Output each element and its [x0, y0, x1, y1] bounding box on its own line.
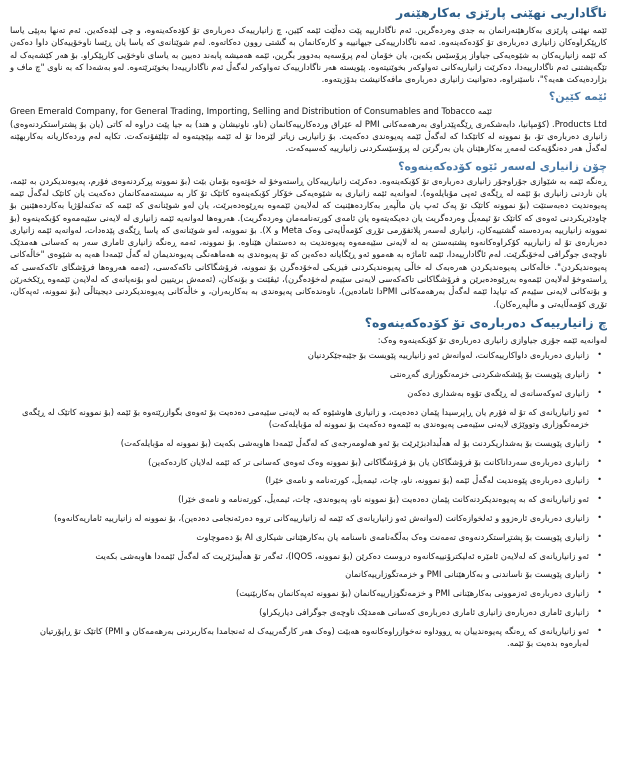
bullet-icon: •: [597, 531, 602, 541]
bullet-icon: •: [597, 475, 602, 485]
list-item: [10, 349, 602, 361]
what-we-collect-intro: لەوانەیە ئێمە جۆری جیاوازی زانیاری دەربارەی تۆ کۆبکەینەوە وەک:: [377, 334, 607, 345]
list-item-text: ئەو زانیاریانەی کە ڕەنگە پەیوەندییان بە ڕووداوە نەخوازراوەکانەوە هەبێت (وەک هەر کارگەرییەک لە ئەنجامدا بەکاربردنی بەرهەمەکان و PMI) کاتێک تۆ ڕاپۆرتیان لەبارەوە بدەیت بۆ ئێمە.: [39, 625, 589, 648]
list-item: [10, 606, 602, 618]
bullet-icon: •: [597, 550, 602, 560]
list-item: [10, 387, 602, 399]
bullet-icon: •: [597, 350, 602, 360]
bullet-icon: •: [597, 512, 602, 522]
list-item-text: زانیاری پێویست بۆ بەشداریکردنت بۆ لە هەڵبدادبژێرێت بۆ ئەو هەلومەرجەی کە لەگەڵ ئێمەدا هاوبەشی بکەیت (بۆ نموونە لە مۆبایلەکەت): [120, 437, 589, 448]
list-item: [10, 368, 602, 380]
list-item-text: زانیاری دەربارەی سەرداناکانت بۆ فرۆشگاکان یان بۆ فرۆشگاکانی (بۆ نموونە وەک ئەوەی کەسانی تر کە ئێمە لەلایان کاردەکەین): [148, 456, 589, 467]
list-item-text: زانیاری دەربارەی ئەزموونی بەکارهێنانی PMI و خزمەتگوزارییەکانمان (بۆ نموونە ئەپەکانمان بەکاربێنیت): [236, 588, 589, 599]
section-title-who-we-are: ئێمە کێین؟: [548, 90, 607, 104]
bullet-icon: •: [597, 456, 602, 466]
bullet-icon: •: [597, 606, 602, 616]
list-item: [10, 568, 602, 580]
list-item-text: زانیاری پێویست بۆ پێشکەشکردنی خزمەتگوزاری گەڕەنتی: [389, 369, 589, 380]
bullet-icon: •: [597, 588, 602, 598]
list-item: [10, 474, 602, 486]
bullet-icon: •: [597, 387, 602, 397]
list-item: [10, 531, 602, 543]
bullet-icon: •: [597, 406, 602, 416]
section-title-privacy-notice: ناگاداریی نهێنی پارێزی بەکارهێنەر: [395, 5, 607, 20]
bullet-icon: •: [597, 569, 602, 579]
list-item-text: زانیاری ئەوکەسانەی لە ڕێگەی تۆوە بەشداری دەکەن: [407, 387, 589, 398]
list-item-text: ئەو زانیاریانەی کە بە پەیوەندیکردنەکانت پێمان دەدەیت (بۆ نموونە ناو، پەیوەندی، چات، ئیمەیڵ، کورتەنامە و نامەی خێرا): [178, 494, 589, 505]
list-item: [10, 587, 602, 599]
list-item: [10, 550, 602, 562]
list-item-text: زانیاری دەربارەی پێوەندیت لەگەڵ ئێمە (بۆ نموونە، ناو، چات، ئیمەیڵ، کورتەنامە و نامەی خێرا): [265, 475, 589, 486]
list-item: [10, 512, 602, 524]
list-item-text: زانیاری پێویست بۆ پشتڕاستکردنەوەی تەمەنت وەک بەڵگەنامەی ناسنامە یان بەکارهێنانی شیکاری AI بۆ دەموچاوت: [196, 531, 589, 542]
bullet-icon: •: [597, 625, 602, 635]
bullet-icon: •: [597, 494, 602, 504]
list-item: [10, 625, 602, 650]
how-we-collect-body: ڕەنگە ئێمە بە شێوازی جۆراوجۆر زانیاری دەربارەی تۆ کۆبکەینەوە. دەکرێت زانیارییەکان ڕاستەوخۆ لە خۆتەوە بۆمان بێت (بۆ نموونە پڕکردنەوەی فۆرم، پەیوەندیکردن بە ئێمە، یان ناردنی زانیاری بۆ ئێمە لە ڕێگەی ئەپی مۆبایلەوە). لەوانەیە ئێمە زانیاری بە شێوەیەکی خۆکار کۆبکەینەوە کاتێک تۆ کار بە سیستەمەکانمان دەکەیت یان کاتێک لەگەڵ ئێمە پەیوەندیت دەبەستێت (بۆ نموونە کاتێک تۆ پەک ئەپ یان ماڵپەڕ بەکاردەهێنیت کە لەلایەن ئێمەوە بەڕێوەدەبرێت، یان لەو شوێنانەی کە ئێمە کە تەکنەلۆژیا بەکاردەهێنین بۆ چاودێریکردنی ئەوەی کە کاتێک تۆ ئیمەیڵ وەردەگریت یان دەیکەیتەوە یان ئامەی کورتەنامەمان وەردەگریت). هەروەها لەوانەیە ئێمە زانیاری لە لایەنی سێیەمەوە کۆبکەینەوە (بۆ نموونە زانیارییە بەردەستە گشتییەکان، زانیاری لەسەر پلاتفۆرمی تۆڕی کۆمەڵایەتی وەک Meta و X). بۆ نموونە، لەو شوێنانەی کە یاسا ڕێگەی پێدەدات، لەوانەیە ئێمە زانیاری دەربارەی تۆ لە زانیارییە کۆکراوەکانەوە پشتبەستن بە لە لایەنی سێیەمەوە پەیوەندیت بە دەستمان هێناوە. بۆ نموونە، ئەمە ڕەنگە زانیاری ئاماری سەر بە کەسانی هەمدێک ناوچەی جوگرافی لەخۆبگرێت. لەم ئاگادارییەدا، ئێمە ئاماژە بە هەموو ئەو ڕێگایانە دەکەین کە تۆ پەیوەندی بە هەماهەنگی پەیوەندیمان لە گەڵ ئێمەدا هەیە بە شێوەی "خاڵەکانی پەیوەندیکردن". خاڵەکانی پەیوەندیکردن هەرەبەک لە خاڵی پەیوەندیکردنی فیزیکی لەخۆدەگرن بۆ نموونە، فرۆشگاکانی تاکەکەسی، (ئەمە هەروەها فرۆشگای تاکەکەسی کە ڕاستەوخۆ لەلایەن ئێمەوە بەڕێوەدەبرێن و فرۆشگاکانی تاکەکەسی لایەنی سێیەم لەخۆدەگرن)، ئیڤێنت و بۆنەکان، (ئەمەش بریتیین لەو بۆنەیانەی کە لەلایەن ئێمەوە ڕێکخەرێن و بۆنەکانی لایەنی سێیەم کە تیایدا ئێمە لەگەڵ بەرهەمەکانی PMIدا ئامادەین)، ناوەندەکانی پەیوەندی بە بەکاربەران، و خاڵەکانی پەیوەندیکردنی دیجیتاڵی (بۆ نموونە، ئەپەکان، تۆڕی کۆمەڵایەتی و ماڵپەڕەکان).: [10, 175, 607, 309]
list-item: [10, 406, 602, 431]
company-name-line: [10, 105, 607, 117]
list-item-text: ئەو زانیاریانەی کە لەلایەن ئامێرە ئەلیکترۆنییەکانەوە دروست دەکرێن (بۆ نموونە، IQOS)، ئەگەر تۆ هەڵیبژێریت کە لەگەڵ ئێمەدا هاوبەشی بکەیت: [95, 550, 589, 561]
list-item: [10, 493, 602, 505]
section-title-what-we-collect: چ زانیارییەک دەربارەی تۆ کۆدەکەینەوە؟: [364, 314, 607, 330]
company-name-prefix: ئێمە: [477, 106, 493, 117]
bullet-icon: •: [597, 369, 602, 379]
list-item-text: زانیاری پێویست بۆ ناساندنی و بەکارهێنانی PMI و خزمەتگوزارییەکانمان: [345, 569, 589, 580]
privacy-notice-body: ئێمە نهێنی پارێزی بەکارهێنەرانمان بە جدی وەردەگرین. ئەم ناگادارییە پێت دەڵێت ئێمە کێین، چ زانیارییەک دەربارەی تۆ کۆدەکەینەوە، و چی لێدەکەین. ئەم تەنها بەپێی یاسا کارپێکراوەکان زانیاری دەربارەی تۆ کۆدەکەینەوە. ئەمە ناگادارییەکی جیهانییە و کارەکانمان بە گشتی روون دەکاتەوە. لەم شوێنانەی کە یاسا یان ڕێسا ناوخۆییەکان داوا دەکەن کە ئێمە زانیاریەکان بە شێوەیەکی جیاواز پرۆسێس بکەین، یان خۆمان لەم پرۆسەیە بەدوور بگرین، ئێمە هەمیشە پابەند دەبین بە یاسای ناوخۆیی کارپێکراو. بۆ هەر کێشەیەک لە تێگەیشتنی ئەم ناگادارییەدا، دەکرێت زانیاریەکانی تەواوکەر بخوێنیتەوە. پێویستە هەر ناگادارییەک تەواوکەر لەگەڵ ئەم ناگادارییەدا بخوێنرێتەوە. لەو بەشەدا کە بە ناوی "چ ماف و بژاردەیەکت هەیە؟"، ناسێنراوە، دەتوانیت زانیاری دەربارەی مافەکانیشت بدۆزیتەوە.: [10, 25, 607, 85]
list-item: [10, 456, 602, 468]
list-item-text: زانیاری دەربارەی داواکارییەکانت، لەوانەش ئەو زانیارییە پێویست بۆ جێبەجێکردنیان: [307, 350, 589, 361]
list-item-text: ئەو زانیاریانەی کە تۆ لە فۆرم یان ڕاپرسیدا پێمان دەدەیت، و زانیاری هاوشێوە کە بە لایەنی سێیەمی دەدەیت بۆ ئەوەی بگوازرێتەوە بۆ ئێمە (بۆ نموونە کاتێک لە ڕێگەی خزمەتگوزاری وتووێژی لایەنی سێیەمی پەیوەندی بە ئێمەوە دەکەیت بۆ نموونە لە مۆبایلەکەت): [21, 406, 589, 429]
list-item: [10, 437, 602, 449]
list-item-text: زانیاری ئاماری دەربارەی زانیاری ئاماری دەربارەی کەسانی هەمدێک ناوچەی جوگرافی دیاریکراو): [259, 606, 589, 617]
section-title-how-we-collect: چۆن زانیاری لەسەر ئێوە کۆدەکەینەوە؟: [398, 159, 607, 173]
list-item-text: زانیاری دەربارەی ئارەزوو و ئەلخوازەکانت (لەوانەش ئەو زانیاریانەی کە ئێمە لە زانیارییەکانی تروە دەرئەنجامی دەدەین)، بۆ نموونە لە زانیارییە ئاماریەکانەوە): [54, 512, 589, 523]
bullet-icon: •: [597, 437, 602, 447]
company-name: Green Emerald Company, for General Trading, Importing, Selling and Distribution of Consumables and Tobacco: [10, 106, 476, 117]
who-we-are-body: Products Ltd. (کۆمپانیا، دابەشکەری ڕێگەپێدراوی بەرهەمەکانی PMI لە عێراق وردەکارییەکانمان (ناو، ناونیشان و هتد) بە جیا پێت دراوە لە کاتی (یان بۆ پشتراستکردنەوەی) زانیاری دەربارەی تۆ، بۆ نموونە لە کاتێکدا کە لەگەڵ ئێمە پەیوەندی دەکەیت. بۆ زانیاریی زیاتر لێرەدا تۆ لە ئێمە بپێچیتەوە لە تێلێفۆنەکەت. تکایە لەم وردەکاریانە بەکاربهێنە لەگەڵ هەر دەنگۆیەکت لەمەڕ بەکارهێنان یان بەرگرتن لە پرۆسێسکردنی زانیارییە کەسیەکەت.: [10, 118, 607, 154]
collected-info-list: [10, 349, 607, 649]
